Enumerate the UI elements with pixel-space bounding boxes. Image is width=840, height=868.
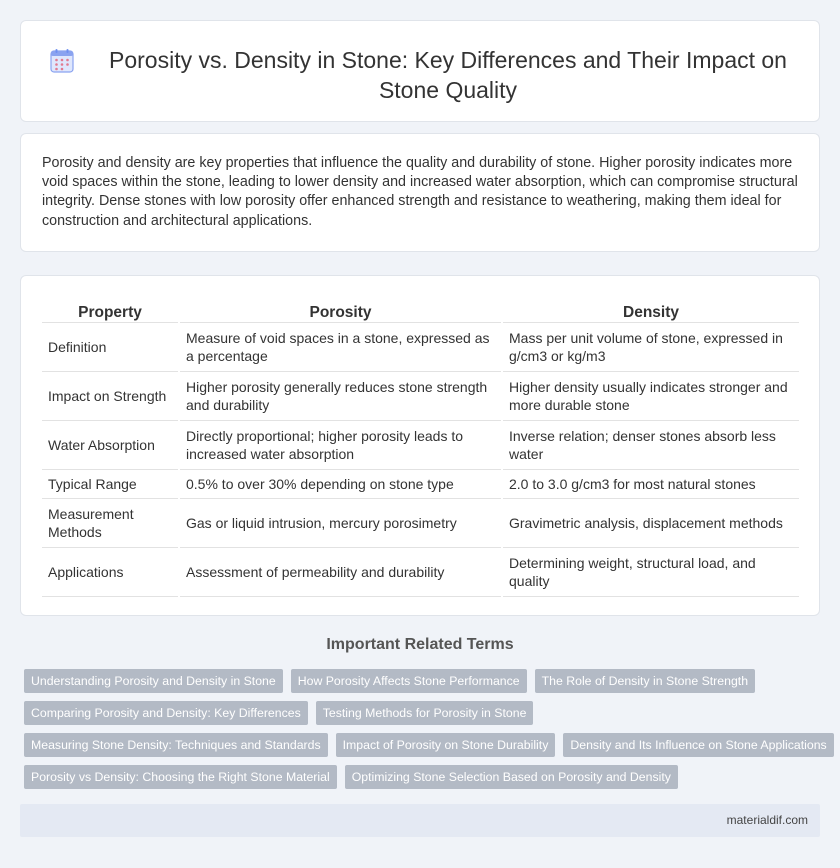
- density-cell: Determining weight, structural load, and quality: [502, 547, 799, 596]
- density-cell: Gravimetric analysis, displacement methods: [502, 498, 799, 547]
- porosity-cell: 0.5% to over 30% depending on stone type: [179, 469, 502, 498]
- related-term-tag[interactable]: Density and Its Influence on Stone Applications: [563, 733, 833, 757]
- tag-row: [24, 733, 827, 757]
- porosity-cell: Measure of void spaces in a stone, expressed as a percentage: [179, 322, 502, 371]
- density-cell: Inverse relation; denser stones absorb less water: [502, 420, 799, 469]
- related-terms-list: [24, 669, 827, 797]
- page-title: Porosity vs. Density in Stone: Key Differences and Their Impact on Stone Quality: [109, 47, 787, 103]
- property-cell: Typical Range: [42, 469, 179, 498]
- tag-row: [24, 669, 824, 693]
- footer-site-link[interactable]: materialdif.com: [726, 813, 808, 827]
- related-term-tag[interactable]: Optimizing Stone Selection Based on Porosity and Density: [345, 765, 678, 789]
- table-row: [42, 322, 799, 371]
- porosity-cell: Gas or liquid intrusion, mercury porosimetry: [179, 498, 502, 547]
- property-cell: Definition: [42, 322, 179, 371]
- comparison-table-card: [20, 275, 820, 616]
- density-cell: 2.0 to 3.0 g/cm3 for most natural stones: [502, 469, 799, 498]
- calendar-grid-icon: [49, 48, 75, 74]
- comparison-table: [42, 296, 799, 597]
- table-row: [42, 469, 799, 498]
- related-term-tag[interactable]: The Role of Density in Stone Strength: [535, 669, 755, 693]
- related-term-tag[interactable]: How Porosity Affects Stone Performance: [291, 669, 527, 693]
- related-term-tag[interactable]: Comparing Porosity and Density: Key Differences: [24, 701, 308, 725]
- header-card: [20, 20, 820, 122]
- density-cell: Mass per unit volume of stone, expressed in g/cm3 or kg/m3: [502, 322, 799, 371]
- table-row: [42, 547, 799, 596]
- footer: [20, 804, 820, 837]
- related-terms-heading: Important Related Terms: [326, 636, 514, 653]
- density-cell: Higher density usually indicates stronger and more durable stone: [502, 371, 799, 420]
- intro-paragraph: Porosity and density are key properties that influence the quality and durability of stone. Higher porosity indicates more void spaces within the stone, leading to lower density and increased water absorption, which can compromise structural integrity. Dense stones with low porosity offer enhanced strength and resistance to weathering, making them ideal for construction and architectural applications.: [42, 155, 798, 229]
- tag-row: [24, 765, 824, 789]
- table-row: [42, 371, 799, 420]
- column-header-density: Density: [502, 296, 799, 322]
- related-term-tag[interactable]: Understanding Porosity and Density in Stone: [24, 669, 283, 693]
- column-header-porosity: Porosity: [179, 296, 502, 322]
- porosity-cell: Directly proportional; higher porosity leads to increased water absorption: [179, 420, 502, 469]
- property-cell: Impact on Strength: [42, 371, 179, 420]
- property-cell: Applications: [42, 547, 179, 596]
- table-row: [42, 498, 799, 547]
- table-row: [42, 420, 799, 469]
- related-term-tag[interactable]: Testing Methods for Porosity in Stone: [316, 701, 534, 725]
- porosity-cell: Assessment of permeability and durability: [179, 547, 502, 596]
- related-term-tag[interactable]: Porosity vs Density: Choosing the Right Stone Material: [24, 765, 337, 789]
- tag-row: [24, 701, 824, 725]
- table-header-row: [42, 296, 799, 322]
- related-term-tag[interactable]: Impact of Porosity on Stone Durability: [336, 733, 556, 757]
- column-header-property: Property: [42, 296, 179, 322]
- property-cell: Measurement Methods: [42, 498, 179, 547]
- porosity-cell: Higher porosity generally reduces stone strength and durability: [179, 371, 502, 420]
- intro-card: [20, 133, 820, 252]
- property-cell: Water Absorption: [42, 420, 179, 469]
- related-term-tag[interactable]: Measuring Stone Density: Techniques and Standards: [24, 733, 328, 757]
